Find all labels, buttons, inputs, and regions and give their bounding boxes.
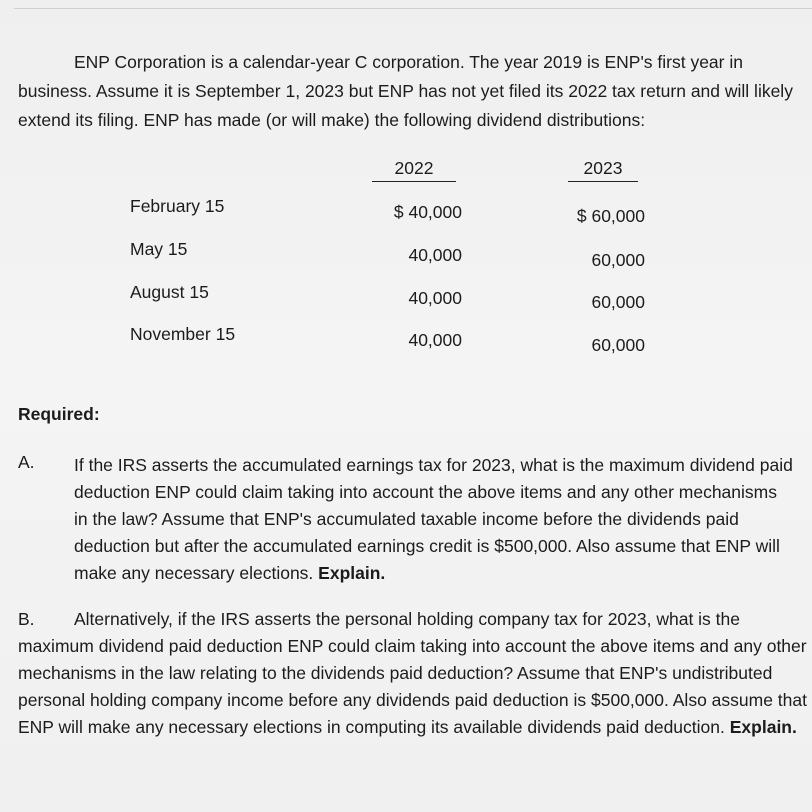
- question-b-text: [18, 606, 808, 741]
- value-2022-may: 40,000: [408, 245, 462, 265]
- value-2023-nov: 60,000: [591, 335, 645, 355]
- row-date-nov: November 15: [130, 324, 236, 344]
- value-2022-feb: $ 40,000: [393, 202, 462, 222]
- required-heading: Required:: [18, 404, 100, 424]
- question-b-explain: Explain.: [729, 717, 797, 737]
- row-date-aug: August 15: [130, 282, 209, 302]
- intro-paragraph: ENP Corporation is a calendar-year C corporation. The year 2019 is ENP's first year in business. Assume it is September 1, 2023 but ENP has not yet filed its 2022 tax return and will likely extend its filing. ENP has made (or will make) the following dividend distributions:: [18, 52, 793, 130]
- page-top-edge: [14, 8, 812, 9]
- value-2023-may: 60,000: [591, 250, 645, 270]
- question-a-body: If the IRS asserts the accumulated earnings tax for 2023, what is the maximum dividend paid deduction ENP could claim taking into account the above items and any other mechanisms in the law? Assume that ENP's accumulated taxable income before the dividends paid deduction but after the accumulated earnings credit is $500,000. Also assume that ENP will make any necessary elections.: [74, 455, 793, 583]
- year-header-2023: 2023: [568, 158, 638, 182]
- value-2022-nov: 40,000: [408, 330, 462, 350]
- value-2023-feb: $ 60,000: [576, 206, 645, 226]
- year-header-2022: 2022: [372, 158, 456, 182]
- row-date-feb: February 15: [130, 196, 225, 216]
- question-a-explain: Explain.: [318, 563, 386, 583]
- question-a-text: [74, 452, 794, 587]
- question-a-marker: A.: [18, 452, 35, 472]
- value-2023-aug: 60,000: [591, 292, 645, 312]
- question-b-body: Alternatively, if the IRS asserts the personal holding company tax for 2023, what is the maximum dividend paid deduction ENP could claim taking into account the above items and any other mechanisms in the law relating to the dividends paid deduction? Assume that ENP's undistributed personal holding company income before any dividends paid deduction is $500,000. Also assume that ENP will make any necessary elections in computing its available dividends paid deduction.: [18, 609, 807, 737]
- value-2022-aug: 40,000: [408, 288, 462, 308]
- question-b-marker: B.: [18, 609, 35, 629]
- row-date-may: May 15: [130, 239, 188, 259]
